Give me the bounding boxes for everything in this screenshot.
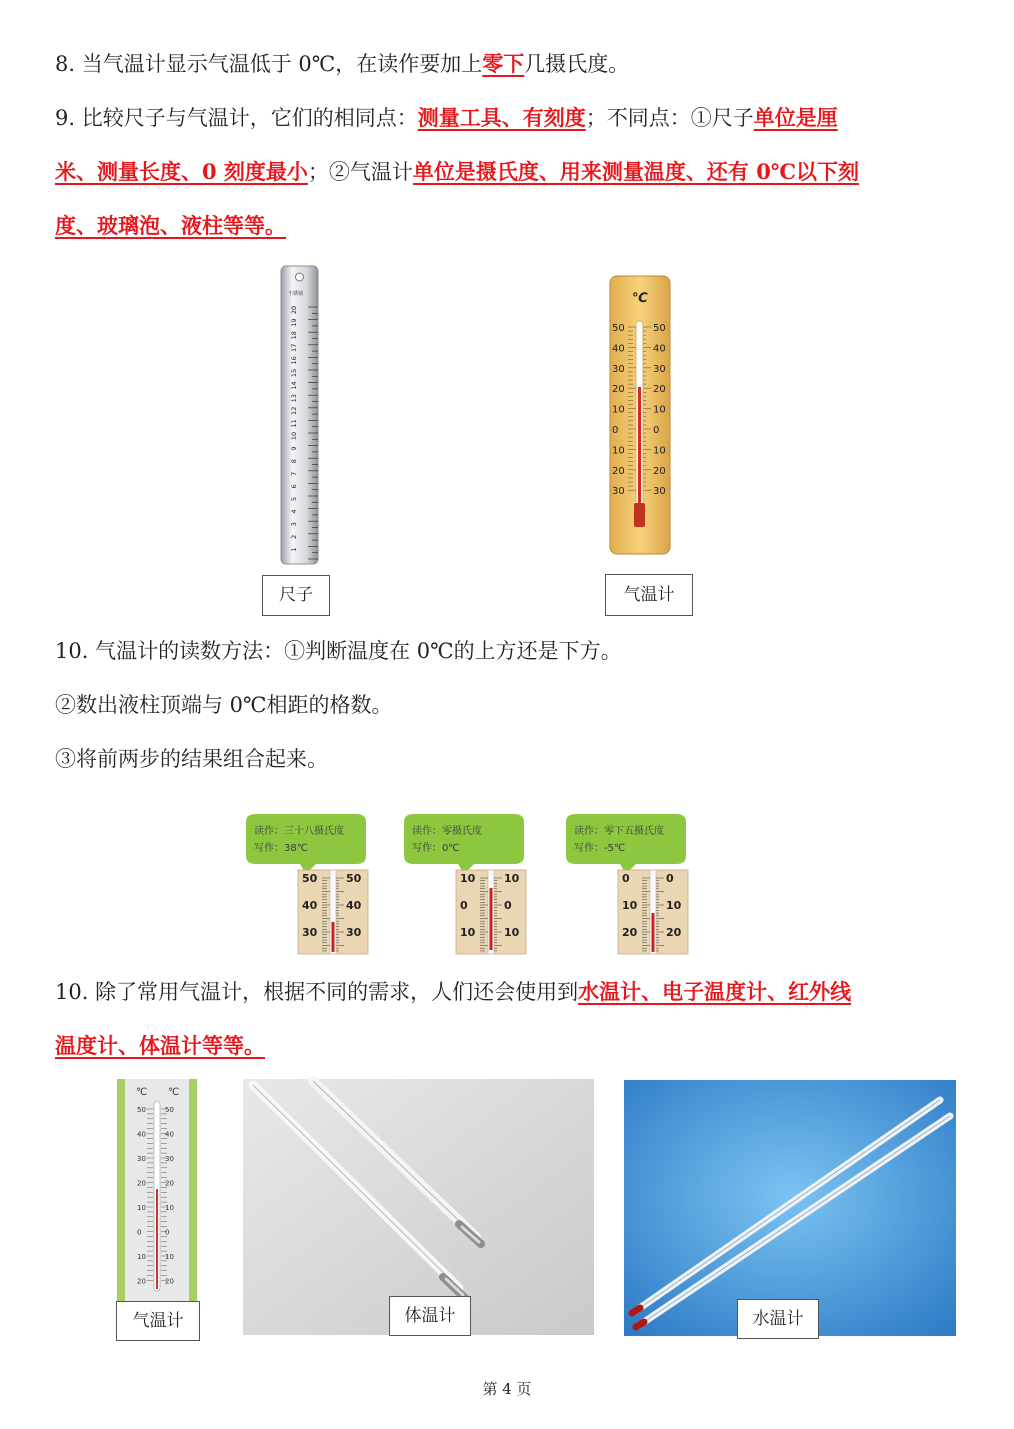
thermo-label-right: 0: [653, 425, 660, 436]
item-9-line-2: [55, 156, 960, 188]
ruler-caption-text: 尺子: [279, 585, 313, 605]
ruler-number: 20: [290, 305, 298, 315]
closeup-label-left: 10: [460, 872, 476, 885]
thermo-label-right: 20: [653, 465, 666, 477]
item-9-ruler-diff: 单位是厘: [753, 105, 838, 130]
green-thermo-label-right: 20: [165, 1179, 174, 1188]
item-10-step-2: ②数出液柱顶端与 0℃相距的格数。: [55, 693, 393, 717]
closeup-liquid: [652, 913, 655, 952]
closeup-liquid: [332, 922, 335, 952]
page-number: 第 4 页: [482, 1380, 532, 1398]
reading-write-text: 写作：38℃: [254, 843, 308, 854]
wall-thermometer-image: [609, 275, 671, 555]
ruler-number: 15: [290, 368, 298, 378]
green-thermo-label-right: 10: [165, 1253, 174, 1261]
ruler-number: 18: [290, 331, 298, 340]
ruler-number: 19: [290, 318, 298, 327]
item-10-step-3: ③将前两步的结果组合起来。: [55, 747, 328, 771]
thermo-label-right: 40: [653, 343, 666, 355]
ruler-top-text: 不锈钢: [288, 291, 304, 297]
ruler-number: 7: [290, 471, 298, 476]
item-9-prefix: 9. 比较尺子与气温计，它们的相同点：: [55, 106, 418, 130]
water-thermometer-caption-text: 水温计: [752, 1309, 804, 1329]
green-thermo-label-right: 0: [165, 1228, 170, 1237]
closeup-label-left: 20: [622, 926, 638, 939]
closeup-label-right: 20: [666, 926, 682, 939]
reading-write-text: 写作：0℃: [412, 843, 460, 854]
ruler-number: 16: [290, 356, 298, 365]
ruler-number: 3: [290, 522, 298, 527]
thermo-label-right: 10: [653, 445, 666, 457]
reading-example-card: [240, 812, 372, 957]
ruler-number: 1: [290, 547, 298, 552]
thermo-label-left: 30: [612, 363, 625, 375]
reading-write-text: 写作：-5℃: [574, 843, 626, 854]
closeup-label-right: 0: [666, 872, 674, 885]
thermo-label-left: 0: [612, 425, 619, 436]
item-9-ruler-diff-cont: 米、测量长度、0 刻度最小: [55, 159, 308, 184]
reading-read-text: 读作：零下五摄氏度: [574, 826, 664, 837]
closeup-label-right: 0: [504, 899, 512, 912]
ruler-caption: [262, 575, 330, 616]
water-thermometer-caption: [737, 1299, 819, 1339]
thermo-unit-text: ℃: [632, 291, 648, 306]
thermo-label-left: 20: [612, 465, 625, 477]
item-8-prefix: 8. 当气温计显示气温低于 0℃，在读作要加上: [55, 52, 483, 76]
green-thermo-label-right: 40: [165, 1130, 174, 1139]
thermo-label-left: 10: [612, 404, 625, 416]
green-thermo-label-left: 20: [137, 1277, 146, 1286]
closeup-label-left: 0: [622, 872, 630, 885]
item-9-thermo-diff: 单位是摄氏度、用来测量温度、还有 0℃以下刻: [412, 159, 860, 184]
closeup-liquid: [490, 888, 493, 950]
closeup-label-right: 30: [346, 926, 362, 939]
green-thermo-unit-right: ℃: [168, 1087, 180, 1098]
green-thermo-label-right: 30: [165, 1155, 174, 1163]
ruler-number: 14: [290, 381, 298, 390]
closeup-label-right: 10: [504, 926, 520, 939]
green-thermo-unit-left: ℃: [136, 1087, 148, 1098]
ruler-number: 2: [290, 534, 298, 539]
item-8: [55, 48, 960, 80]
green-thermo-label-right: 20: [165, 1277, 174, 1286]
thermometer-caption-text: 气温计: [623, 585, 675, 605]
item-10b-prefix: 10. 除了常用气温计，根据不同的需求，人们还会使用到: [55, 980, 579, 1004]
item-10b-answer: 水温计、电子温度计、红外线: [578, 979, 852, 1004]
thermo-label-left: 40: [612, 343, 625, 355]
air-thermometer-caption: [116, 1301, 200, 1341]
ruler-number: 17: [290, 343, 298, 352]
thermo-label-right: 10: [653, 404, 666, 416]
ruler-number: 4: [290, 509, 298, 514]
closeup-label-right: 10: [666, 899, 682, 912]
thermo-label-right: 50: [653, 323, 666, 334]
ruler-number: 9: [290, 446, 298, 451]
closeup-label-left: 50: [302, 872, 318, 885]
closeup-label-left: 40: [302, 899, 318, 912]
closeup-label-left: 10: [622, 899, 638, 912]
air-thermometer-caption-text: 气温计: [132, 1311, 184, 1331]
thermo-label-left: 10: [612, 445, 625, 457]
thermo-label-right: 30: [653, 486, 666, 498]
thermo-label-left: 30: [612, 486, 625, 498]
closeup-label-left: 0: [460, 899, 468, 912]
item-10b-line-1: [55, 976, 960, 1008]
green-thermometer-image: [117, 1079, 197, 1307]
closeup-label-left: 10: [460, 926, 476, 939]
item-9-line-1: [55, 102, 960, 134]
ruler-number: 6: [290, 484, 298, 489]
ruler-number: 8: [290, 459, 298, 464]
thermo-label-right: 30: [653, 363, 666, 375]
closeup-label-left: 30: [302, 926, 318, 939]
green-thermo-label-right: 50: [165, 1106, 174, 1114]
green-thermo-label-left: 40: [137, 1130, 146, 1139]
green-thermo-label-left: 10: [137, 1253, 146, 1261]
thermo-label-left: 50: [612, 323, 625, 334]
thermometer-caption: [605, 574, 693, 616]
item-9-line-3: [55, 210, 960, 242]
green-thermo-label-left: 10: [137, 1204, 146, 1212]
closeup-label-right: 50: [346, 872, 362, 885]
item-10b-line-2: [55, 1030, 960, 1062]
green-thermo-label-left: 20: [137, 1179, 146, 1188]
closeup-label-right: 10: [504, 872, 520, 885]
thermo-label-right: 20: [653, 384, 666, 396]
item-10b-answer-cont: 温度计、体温计等等。: [55, 1033, 265, 1058]
reading-read-text: 读作：零摄氏度: [412, 826, 482, 837]
ruler-number: 12: [290, 406, 298, 415]
item-8-suffix: 几摄氏度。: [524, 52, 630, 76]
item-10-reading-method: 10. 气温计的读数方法：①判断温度在 0℃的上方还是下方。: [55, 639, 622, 663]
reading-example-card: [398, 812, 530, 957]
reading-example-card: [560, 812, 692, 957]
ruler-number: 5: [290, 496, 298, 502]
thermo-label-left: 20: [612, 384, 625, 396]
ruler-number: 10: [290, 431, 298, 441]
green-thermo-label-left: 50: [137, 1106, 146, 1114]
water-thermometer-image: [624, 1080, 956, 1336]
body-thermometer-caption: [389, 1296, 471, 1336]
ruler-number: 11: [290, 419, 298, 428]
item-8-answer: 零下: [482, 51, 525, 76]
item-9-same-answer: 测量工具、有刻度: [417, 105, 586, 130]
green-thermo-label-left: 30: [137, 1155, 146, 1163]
green-thermo-label-right: 10: [165, 1204, 174, 1212]
ruler-image: [280, 265, 320, 565]
body-thermometer-caption-text: 体温计: [404, 1306, 456, 1326]
closeup-label-right: 40: [346, 899, 362, 912]
ruler-number: 13: [290, 394, 298, 403]
reading-read-text: 读作：三十八摄氏度: [254, 826, 344, 837]
green-thermo-label-left: 0: [137, 1228, 142, 1237]
item-9-thermo-diff-cont: 度、玻璃泡、液柱等等。: [55, 213, 286, 238]
item-9-mid2: ；②气温计: [307, 160, 413, 184]
item-9-mid: ；不同点：①尺子: [585, 106, 754, 130]
